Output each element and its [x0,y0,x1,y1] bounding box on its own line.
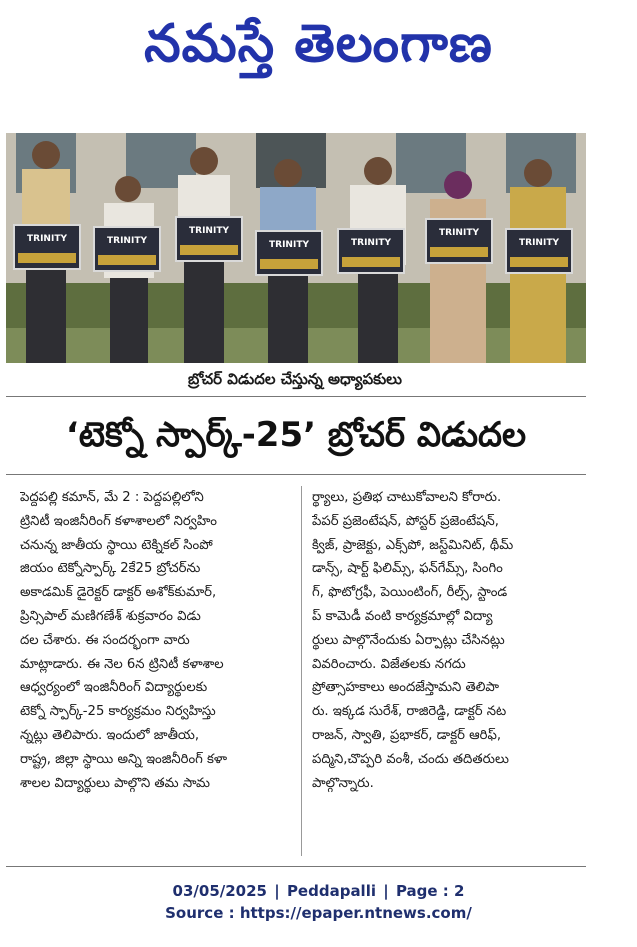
brochure-label: TRINITY [269,240,309,250]
article-line: రాజన్, స్వాతి, ప్రభాకర్, డాక్టర్ ఆరిఫ్, [312,727,502,743]
article-line: రాష్ట్ర, జిల్లా స్థాయి అన్ని ఇంజినీరింగ్ కళా [20,751,228,767]
article-line: ప్రిన్సిపాల్ మణిగణేశ్ శుక్రవారం విడు [20,608,201,624]
brochure-label: TRINITY [351,238,391,248]
brochure [176,217,242,261]
newspaper-logo: నమస్తే తెలంగాణ [144,14,493,74]
article-line: వివరించారు. విజేతలకు నగదు [312,656,466,672]
news-photo [6,133,586,363]
article-line: ప్ కామెడీ వంటి కార్యక్రమాల్లో విద్యా [312,608,493,624]
article-line: పద్మిని,చొప్పరి వంశీ, చందు తదితరులు [312,751,509,767]
footer-separator: | [383,882,389,900]
brochure-label: TRINITY [107,236,147,246]
article-line: ర్థ్యాలు, ప్రతిభ చాటుకోవాలని కోరారు. [312,490,502,505]
headline-divider [6,474,586,475]
brochure [94,227,160,271]
article-line: పేపర్ ప్రజెంటేషన్, పోస్టర్ ప్రజెంటేషన్, [312,513,499,529]
article-line: అకాడమిక్ డైరెక్టర్ డాక్టర్ అశోక్‌కుమార్, [20,585,217,601]
footer-separator: | [274,882,280,900]
footer [0,880,637,924]
photo-caption: బ్రోచర్ విడుదల చేస్తున్న అధ్యాపకులు [188,370,402,388]
masthead [0,8,637,80]
article-line: మాట్లాడారు. ఈ నెల 6న ట్రినిటీ కళాశాల [20,656,224,672]
column-divider [301,486,302,856]
brochure [338,229,404,273]
article-body [20,486,582,856]
article-line: రు. ఇక్కడ సురేశ్, రాజిరెడ్డి, డాక్టర్ నట [312,704,507,720]
footer-source: Source : https://epaper.ntnews.com/ [165,904,472,922]
article-line: ప్రోత్సాహకాలు అందజేస్తామని తెలిపా [312,680,500,696]
brochure-label: TRINITY [189,226,229,236]
footer-date: 03/05/2025 [172,882,267,900]
article-line: ర్థులు పాల్గొనేందుకు ఏర్పాట్లు చేసినట్లు [312,632,505,648]
headline: ‘టెక్నో స్పార్క్-25’ బ్రోచర్ విడుదల [65,415,527,455]
brochure [256,231,322,275]
article-line: చనున్న జాతీయ స్థాయి టెక్నికల్ సింపో [20,537,213,553]
photo-illustration [6,133,586,363]
article-line: పెద్దపల్లి కమాన్, మే 2 : పెద్దపల్లిలోని [20,490,204,505]
article-line: ఆధ్వర్యంలో ఇంజినీరింగ్ విద్యార్థులకు [20,680,208,696]
brochure-label: TRINITY [27,234,67,244]
article-column-right [312,486,582,856]
article-line: టెక్నో స్పార్క్-25 కార్యక్రమం నిర్వహిస్తు [20,704,216,720]
footer-city: Peddapalli [286,882,376,900]
article-line: క్విజ్, ప్రాజెక్టు, ఎక్స్‌పో, జస్ట్‌మినిట్, థీమ్ [312,537,514,553]
brochure [14,225,80,269]
article-column-left [20,486,290,856]
article-line: గ్, ఫొటోగ్రఫీ, పెయింటింగ్, రీల్స్, స్టాండ [312,585,508,601]
brochure-label: TRINITY [519,238,559,248]
article-line: పాల్గొన్నారు. [312,775,374,791]
article-line: ట్రినిటీ ఇంజినీరింగ్ కళాశాలలో నిర్వహిం [20,513,217,529]
brochure-label: TRINITY [439,228,479,238]
footer-page: Page : 2 [395,882,465,900]
article-line: దల చేశారు. ఈ సందర్భంగా వారు [20,632,190,648]
article-line: డాన్స్, షార్ట్ ఫిలిమ్స్, ఫన్‌గేమ్స్, సింగిం [312,561,503,577]
article-line: జియం టెక్నోస్పార్క్ 2కే25 బ్రోచర్‌ను [20,561,201,577]
brochure [506,229,572,273]
caption-divider [6,396,586,397]
article-line: న్నట్లు తెలిపారు. ఇందులో జాతీయ, [20,727,200,743]
photo-person [430,171,486,363]
footer-divider [6,866,586,867]
footer-meta [0,880,637,902]
brochure [426,219,492,263]
article-line: శాలల విద్యార్థులు పాల్గొని తమ సామ [20,775,210,791]
